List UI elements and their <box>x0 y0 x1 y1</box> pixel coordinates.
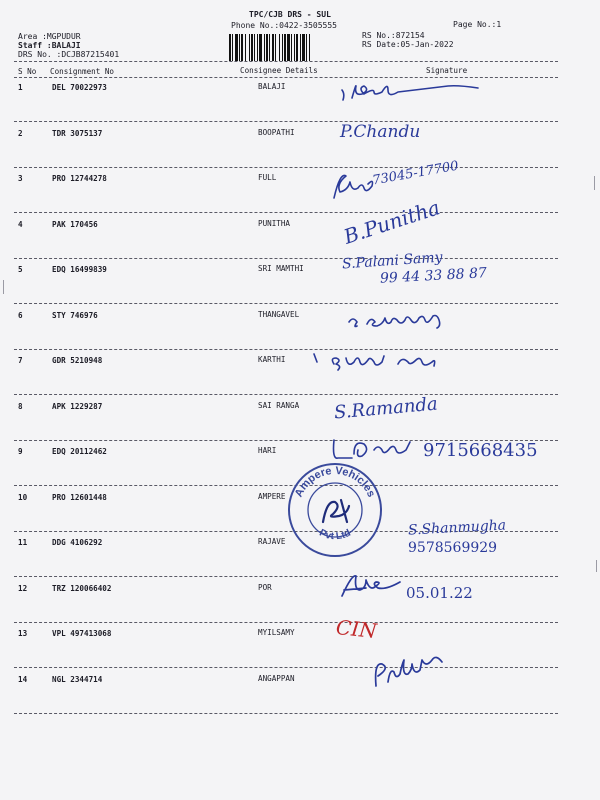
page-edge-mark <box>594 176 595 190</box>
page-number: Page No.:1 <box>453 20 502 29</box>
area-label: Area :MGPUDUR <box>18 32 81 41</box>
barcode-bar <box>257 34 258 61</box>
row-consignee-name: FULL <box>258 173 277 182</box>
signature-row-8: S.Ramanda <box>333 393 439 424</box>
row-consignee-name: THANGAVEL <box>258 310 300 319</box>
barcode-bar <box>309 34 310 61</box>
row-sno: 4 <box>18 220 23 229</box>
row-consignee-name: BALAJI <box>258 82 286 91</box>
document-title: TPC/CJB DRS - SUL <box>249 10 331 19</box>
row-consignment-no: PAK 170456 <box>52 220 98 229</box>
row-consignment-no: TDR 3075137 <box>52 129 103 138</box>
row-sno: 6 <box>18 311 23 320</box>
barcode <box>229 34 354 61</box>
header-divider <box>14 61 558 62</box>
row-divider <box>14 622 558 623</box>
svg-text:Pvt Ltd <box>317 528 352 543</box>
signature-row-4: B.Punitha <box>340 195 443 249</box>
row-sno: 11 <box>18 538 28 547</box>
row-consignee-name: SAI RANGA <box>258 401 300 410</box>
row-divider <box>14 667 558 668</box>
handwritten-time-row-3: 73045-17700 <box>371 158 460 189</box>
row-divider <box>14 167 558 168</box>
barcode-bar <box>235 34 238 61</box>
signature-row-6 <box>345 306 470 332</box>
barcode-bar <box>241 34 243 61</box>
row-consignee-name: SRI MAMTHI <box>258 264 304 273</box>
barcode-bar <box>300 34 301 61</box>
rs-date: RS Date:05-Jan-2022 <box>362 40 454 49</box>
barcode-bar <box>291 34 292 61</box>
signature-row-12 <box>338 570 408 602</box>
barcode-bar <box>296 34 298 61</box>
row-sno: 12 <box>18 584 28 593</box>
barcode-bar <box>302 34 305 61</box>
barcode-bar <box>294 34 295 61</box>
svg-text:Ampere Vehicles <box>293 465 377 499</box>
row-divider <box>14 258 558 259</box>
col-consignment-header: Consignment No <box>50 67 115 76</box>
barcode-bar <box>266 34 268 61</box>
stamp-bottom-text: Pvt Ltd <box>317 527 353 543</box>
signature-row-5: S.Palani Samy <box>341 249 444 273</box>
row-consignee-name: ANGAPPAN <box>258 674 295 683</box>
row-divider <box>14 121 558 122</box>
row-consignment-no: GDR 5210948 <box>52 356 103 365</box>
row-sno: 9 <box>18 447 23 456</box>
row-sno: 13 <box>18 629 28 638</box>
row-divider <box>14 349 558 350</box>
barcode-bar <box>282 34 283 61</box>
row-sno: 5 <box>18 265 23 274</box>
handwritten-phone-row-5: 99 44 33 88 87 <box>379 265 488 287</box>
column-header-divider <box>14 77 558 78</box>
barcode-bar <box>269 34 270 61</box>
barcode-bar <box>275 34 276 61</box>
barcode-bar <box>245 34 246 61</box>
barcode-bar <box>254 34 255 61</box>
signature-row-7 <box>310 348 470 374</box>
row-sno: 8 <box>18 402 23 411</box>
barcode-bar <box>249 34 250 61</box>
col-consignee-header: Consignee Details <box>240 66 318 75</box>
row-consignee-name: KARTHI <box>258 355 286 364</box>
row-consignee-name: AMPERE <box>258 492 286 501</box>
handwritten-phone-row-11: 9578569929 <box>408 540 498 556</box>
rs-number: RS No.:872154 <box>362 31 425 40</box>
signature-row-2: P.Chandu <box>340 122 421 142</box>
barcode-bar <box>229 34 231 61</box>
stamp-top-text: Ampere Vehicles <box>292 464 378 500</box>
row-divider <box>14 212 558 213</box>
signature-row-14 <box>366 656 466 692</box>
row-consignee-name: POR <box>258 583 272 592</box>
row-consignment-no: PRO 12601448 <box>52 493 107 502</box>
row-consignment-no: STY 746976 <box>52 311 98 320</box>
row-consignment-no: PRO 12744278 <box>52 174 107 183</box>
barcode-bar <box>251 34 253 61</box>
row-consignee-name: HARI <box>258 446 277 455</box>
row-consignee-name: BOOPATHI <box>258 128 295 137</box>
company-stamp <box>285 460 385 560</box>
barcode-bar <box>306 34 307 61</box>
barcode-bar <box>259 34 262 61</box>
row-sno: 14 <box>18 675 28 684</box>
col-sno-header: S No <box>18 67 37 76</box>
signature-row-1 <box>338 80 478 110</box>
page-edge-mark <box>3 280 4 294</box>
row-consignment-no: NGL 2344714 <box>52 675 103 684</box>
barcode-bar <box>232 34 233 61</box>
row-consignment-no: APK 1229287 <box>52 402 103 411</box>
barcode-bar <box>284 34 286 61</box>
row-divider <box>14 394 558 395</box>
page-edge-mark <box>596 560 597 572</box>
row-consignment-no: TRZ 120066402 <box>52 584 112 593</box>
row-consignment-no: EDQ 20112462 <box>52 447 107 456</box>
row-consignment-no: DDG 4106292 <box>52 538 103 547</box>
handwritten-phone-row-9: 9715668435 <box>423 440 538 461</box>
row-divider <box>14 303 558 304</box>
row-sno: 1 <box>18 83 23 92</box>
row-divider <box>14 713 558 714</box>
row-sno: 7 <box>18 356 23 365</box>
row-sno: 3 <box>18 174 23 183</box>
barcode-bar <box>272 34 274 61</box>
staff-label: Staff :BALAJI <box>18 41 81 50</box>
handwritten-date-row-12: 05.01.22 <box>406 584 473 602</box>
row-divider <box>14 576 558 577</box>
row-consignee-name: RAJAVE <box>258 537 286 546</box>
signature-row-13: CIN <box>334 614 378 644</box>
barcode-bar <box>239 34 240 61</box>
row-sno: 10 <box>18 493 28 502</box>
drs-number: DRS No. :DCJB87215401 <box>18 50 120 59</box>
row-consignment-no: EDQ 16499839 <box>52 265 107 274</box>
barcode-bar <box>287 34 290 61</box>
barcode-bar <box>264 34 265 61</box>
row-sno: 2 <box>18 129 23 138</box>
phone-number: Phone No.:0422-3505555 <box>231 21 337 30</box>
row-consignee-name: PUNITHA <box>258 219 291 228</box>
col-signature-header: Signature <box>426 66 468 75</box>
barcode-bar <box>279 34 280 61</box>
signature-row-11: S.Shanmugha <box>407 517 507 539</box>
row-consignment-no: DEL 70022973 <box>52 83 107 92</box>
row-consignee-name: MYILSAMY <box>258 628 295 637</box>
row-consignment-no: VPL 497413068 <box>52 629 112 638</box>
